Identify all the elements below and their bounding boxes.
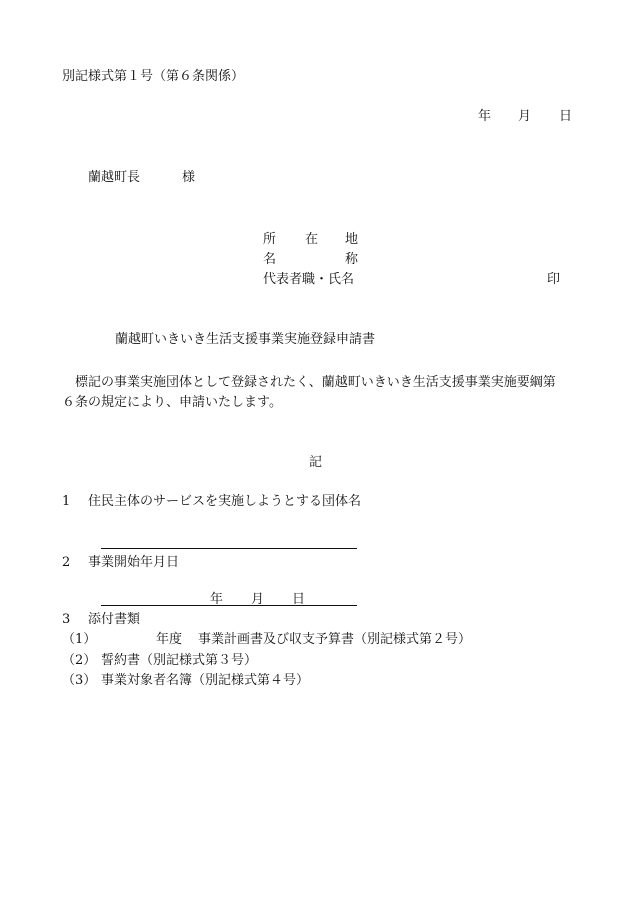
address-label-char-3: 地 xyxy=(345,232,359,247)
date-day-label: 日 xyxy=(559,109,573,124)
document-title: 蘭越町いきいき生活支援事業実施登録申請書 xyxy=(115,332,376,347)
date-month-label: 月 xyxy=(518,109,532,124)
addressee-honorific: 様 xyxy=(182,170,196,185)
seal-mark: 印 xyxy=(547,272,561,287)
address-label-char-2: 在 xyxy=(305,232,319,247)
item2-label: 事業開始年月日 xyxy=(88,555,180,570)
body-line-1: 標記の事業実施団体として登録されたく、蘭越町いきいき生活支援事業実施要綱第 xyxy=(75,375,556,390)
group-name-underline[interactable] xyxy=(101,548,357,549)
attachment-1-number: （1） xyxy=(62,632,97,647)
body-line-2: ６条の規定により、申請いたします。 xyxy=(62,395,282,410)
address-label-char-1: 所 xyxy=(263,232,277,247)
attachment-3-number: （3） xyxy=(62,673,97,688)
item3-number: 3 xyxy=(62,612,71,627)
start-year-label: 年 xyxy=(210,592,224,607)
item2-number: 2 xyxy=(62,555,71,570)
attachment-1-year-label: 年度 xyxy=(156,632,183,647)
name-label-char-1: 名 xyxy=(263,252,277,267)
date-year-label: 年 xyxy=(478,109,492,124)
item1-number: 1 xyxy=(62,494,71,509)
attachment-1-label: 事業計画書及び収支予算書（別記様式第２号） xyxy=(198,632,472,647)
attachment-2-label: 誓約書（別記様式第３号） xyxy=(101,653,258,668)
item1-label: 住民主体のサービスを実施しようとする団体名 xyxy=(88,494,362,509)
start-day-label: 日 xyxy=(292,592,306,607)
start-month-label: 月 xyxy=(251,592,265,607)
name-label-char-2: 称 xyxy=(345,252,359,267)
attachment-2-number: （2） xyxy=(62,653,97,668)
addressee-name: 蘭越町長 xyxy=(88,170,141,185)
ki-heading: 記 xyxy=(309,455,323,470)
attachment-3-label: 事業対象者名簿（別記様式第４号） xyxy=(101,673,310,688)
item3-label: 添付書類 xyxy=(88,612,141,627)
representative-label: 代表者職・氏名 xyxy=(263,272,355,287)
start-date-underline[interactable] xyxy=(101,605,357,606)
form-id: 別記様式第１号（第６条関係） xyxy=(62,69,245,84)
